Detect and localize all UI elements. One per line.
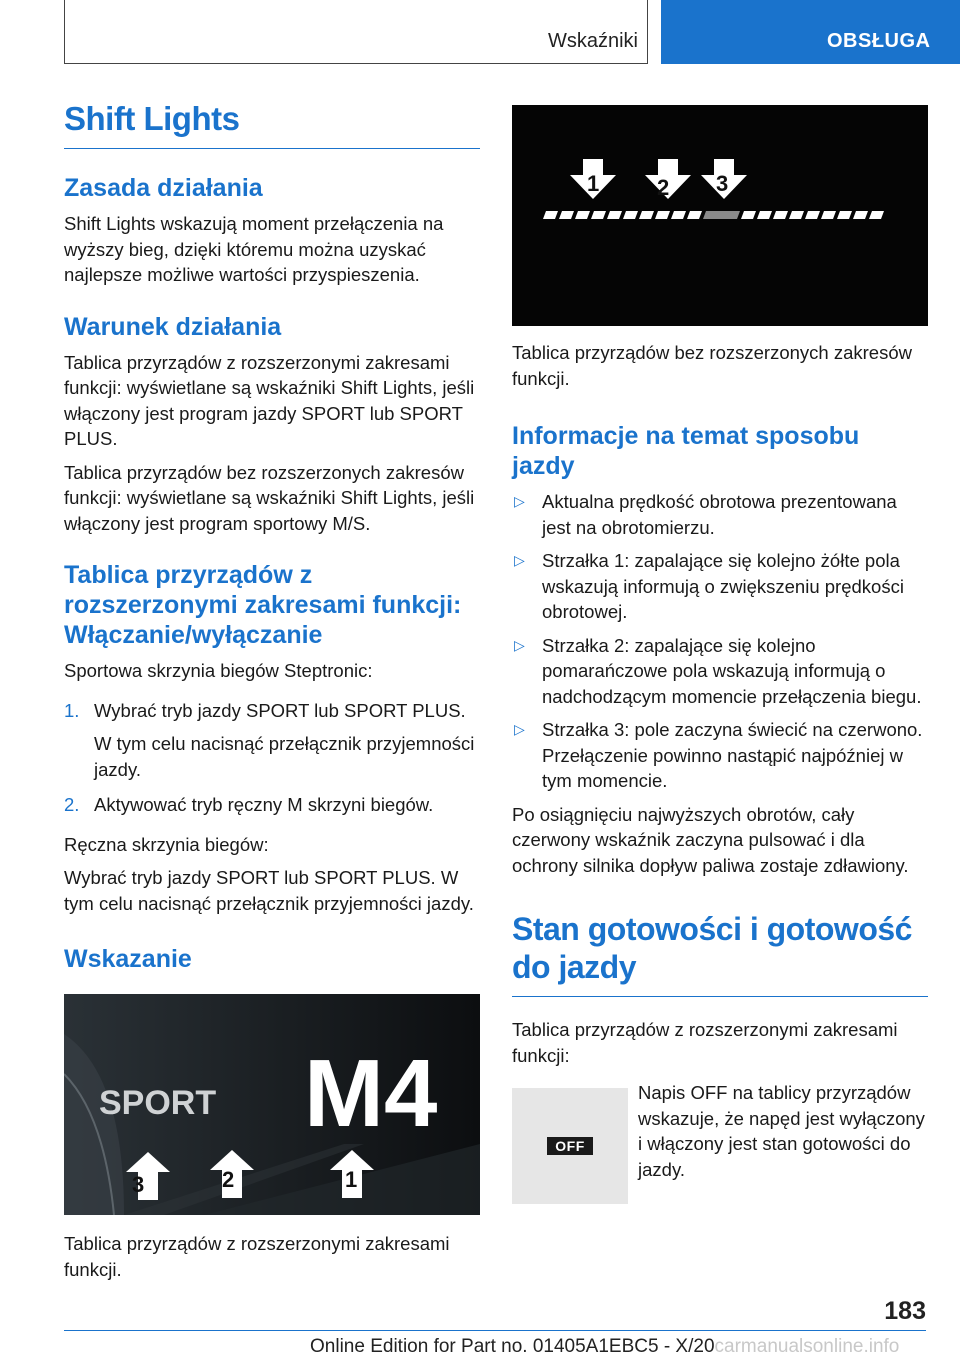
arrow-number: 2 [657,175,670,200]
arrow-number: 1 [345,1167,358,1192]
page-title: Shift Lights [64,100,480,149]
list-item [512,633,928,710]
triangle-right-icon: ▷ [514,493,525,509]
header-tab [661,0,960,64]
bullet-list [512,489,928,794]
paragraph-tablica: Tablica przyrządów z rozszerzonymi zakresami funkcji: [512,1019,898,1066]
triangle-right-icon: ▷ [514,552,525,568]
steps-list [64,698,480,818]
heading-zasada: Zasada działania [64,174,263,202]
off-row [512,1080,928,1204]
list-item [512,489,928,540]
arrow-number: 3 [132,1172,145,1197]
heading-tablica: Tablica przyrządów z rozszerzonymi zakresami funkcji: Włączanie/wyłączanie [64,561,462,649]
footer-divider [64,1330,926,1331]
list-item-text: Strzałka 3: pole zaczyna świecić na czerwono. Przełączenie powinno nastąpić najpóźniej w tym momencie. [542,719,923,791]
left-column [64,100,480,1282]
list-item [512,548,928,625]
header-tab-label: OBSŁUGA [827,29,931,52]
footer-edition [310,1336,899,1358]
caption-basic: Tablica przyrządów bez rozszerzonych zakresów funkcji. [512,342,912,389]
arrow-number: 3 [716,171,729,196]
off-indicator-image [512,1088,628,1204]
paragraph-off: Napis OFF na tablicy przyrządów wskazuje, że napęd jest wyłączony i włączony jest stan gotowości do jazdy. [638,1082,925,1180]
paragraph-zasada: Shift Lights wskazują moment przełączenia na wyższy bieg, dzięki któremu można uzyskać najlepsze możliwe wartości przyspieszenia. [64,213,444,285]
cluster-image-basic [512,105,928,326]
cluster-basic-illustration [512,105,928,326]
gear-label: M4 [304,1040,438,1147]
paragraph-steptronic: Sportowa skrzynia biegów Steptronic: [64,660,373,681]
list-item-text: Aktualna prędkość obrotowa prezentowana jest na obrotomierzu. [542,491,897,538]
step-number: 1. [64,699,80,721]
list-item-text: Strzałka 1: zapalające się kolejno żółte pola wskazują informują o zwiększeniu prędkości obrotowej. [542,550,904,622]
list-item-text: Strzałka 2: zapalające się kolejno pomarańczowe pola wskazują informują o nadchodzącym momencie przełączenia biegu. [542,634,922,707]
header-section: Wskaźniki [547,30,638,52]
heading-warunek: Warunek działania [64,312,282,341]
shift-light-segments [543,211,884,219]
caption-extended: Tablica przyrządów z rozszerzonymi zakresami funkcji. [64,1233,450,1280]
step-text: Wybrać tryb jazdy SPORT lub SPORT PLUS. [94,699,466,721]
arrow-number: 2 [222,1167,235,1192]
cluster-extended-illustration [64,994,480,1215]
sport-label: SPORT [99,1084,217,1122]
heading-wskazanie: Wskazanie [64,945,192,973]
paragraph-reczna: Ręczna skrzynia biegów: [64,833,269,855]
off-badge: OFF [547,1137,593,1155]
list-item [512,717,928,794]
footer-edition-text: Online Edition for Part no. 01405A1EBC5 - X/20 [310,1336,715,1357]
step-item [64,698,480,783]
right-column [512,105,928,1204]
step-text: Aktywować tryb ręczny M skrzyni biegów. [94,794,434,815]
page-number: 183 [884,1297,926,1325]
paragraph-warunek-1: Tablica przyrządów z rozszerzonymi zakresami funkcji: wyświetlane są wskaźniki Shift Lights, jeśli włączony jest program jazdy SPORT lub SPORT PLUS. [64,351,475,449]
triangle-right-icon: ▷ [514,721,525,737]
step-subtext: W tym celu nacisnąć przełącznik przyjemności jazdy. [94,733,475,780]
paragraph-warunek-2: Tablica przyrządów bez rozszerzonych zakresów funkcji: wyświetlane są wskaźniki Shift Lights, jeśli włączony jest program sportowy M/S. [64,461,475,534]
arrow-number: 1 [587,171,600,196]
footer-watermark: carmanualsonline.info [714,1336,900,1357]
paragraph-reczna-2: Wybrać tryb jazdy SPORT lub SPORT PLUS. W tym celu nacisnąć przełącznik przyjemności jazdy. [64,867,474,914]
cluster-image-extended [64,994,480,1215]
paragraph-po: Po osiągnięciu najwyższych obrotów, cały czerwony wskaźnik zaczyna pulsować i dla ochrony silnika dopływ paliwa zostaje zdławiony. [512,803,909,876]
step-number: 2. [64,794,80,815]
step-item [64,792,480,818]
section-title: Stan gotowości i gotowość do jazdy [512,910,928,997]
heading-informacje: Informacje na temat sposobu jazdy [512,422,860,480]
triangle-right-icon: ▷ [514,636,525,653]
